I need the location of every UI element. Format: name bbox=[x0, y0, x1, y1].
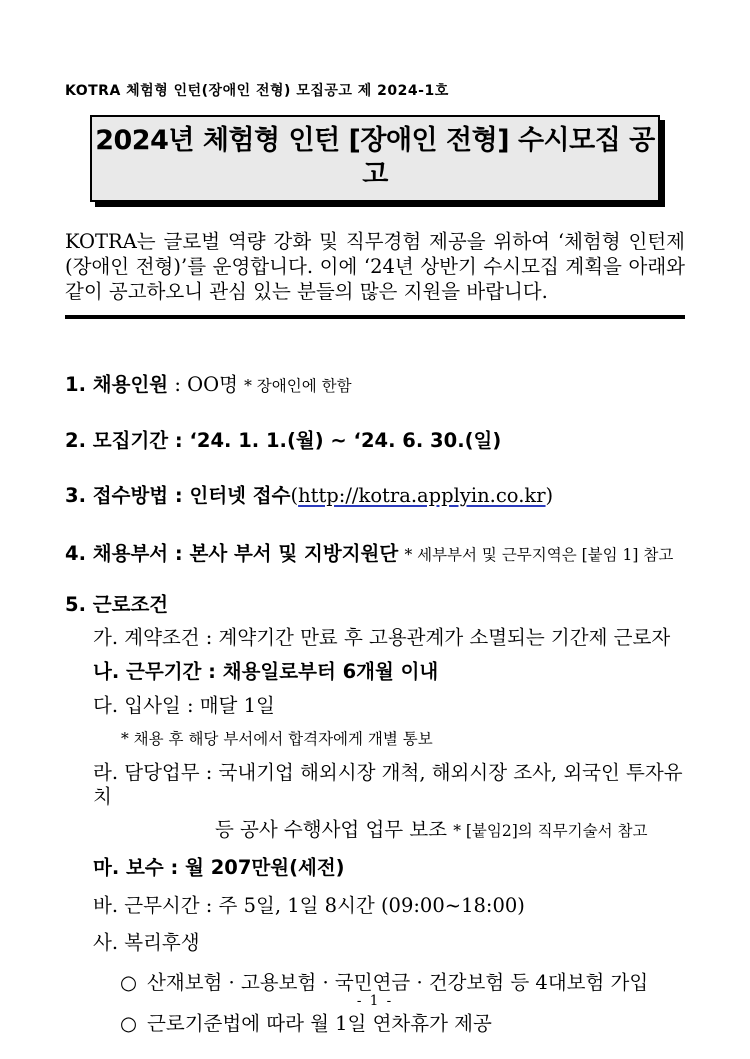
apply-url-link[interactable]: http://kotra.applyin.co.kr bbox=[298, 484, 546, 507]
sub-work-period: 나. 근무기간 : 채용일로부터 6개월 이내 bbox=[93, 660, 439, 683]
item-recruit-count-heading: 1. 채용인원 bbox=[65, 373, 169, 396]
item-recruit-count-value: OO명 bbox=[187, 373, 238, 396]
welfare-bullet-leave bbox=[65, 1012, 685, 1036]
item-apply-method-paren-close: ) bbox=[545, 484, 554, 507]
sub-duties-note: * [붙임2]의 직무기술서 참고 bbox=[453, 822, 648, 840]
doc-reference: KOTRA 체험형 인턴(장애인 전형) 모집공고 제 2024-1호 bbox=[65, 83, 449, 99]
page-number: - 1 - bbox=[356, 993, 394, 1009]
circle-bullet-icon: ○ bbox=[120, 971, 138, 994]
item-recruit-count bbox=[65, 373, 685, 398]
sub-duties-line2-text: 등 공사 수행사업 업무 보조 bbox=[215, 818, 454, 841]
item-department-note: * 세부부서 및 근무지역은 [붙임 1] 참고 bbox=[404, 546, 674, 564]
item-recruit-count-sep: : bbox=[168, 373, 188, 396]
sub-work-hours: 바. 근무시간 : 주 5일, 1일 8시간 (09:00~18:00) bbox=[93, 894, 525, 917]
sub-duties-line2 bbox=[65, 818, 685, 843]
title-box bbox=[90, 115, 660, 202]
sub-welfare: 사. 복리후생 bbox=[93, 931, 200, 954]
item-recruit-period bbox=[65, 429, 685, 453]
item-apply-method-paren-open: ( bbox=[290, 484, 299, 507]
item-recruit-period-text: 2. 모집기간 : ‘24. 1. 1.(월) ~ ‘24. 6. 30.(일) bbox=[65, 429, 502, 452]
item-apply-method bbox=[65, 484, 685, 508]
circle-bullet-icon: ○ bbox=[120, 1012, 138, 1035]
welfare-bullet-insurance-text: 산재보험 · 고용보험 · 국민연금 · 건강보험 등 4대보험 가입 bbox=[147, 971, 649, 994]
item-work-conditions bbox=[65, 593, 685, 617]
sub-start-date-note: * 채용 후 해당 부서에서 합격자에게 개별 통보 bbox=[121, 730, 433, 748]
sub-duties-line1: 라. 담당업무 : 국내기업 해외시장 개척, 해외시장 조사, 외국인 투자유치 bbox=[93, 761, 683, 808]
welfare-bullet-insurance bbox=[65, 971, 685, 995]
item-apply-method-heading: 3. 접수방법 : 인터넷 접수 bbox=[65, 484, 291, 507]
item-work-conditions-heading: 5. 근로조건 bbox=[65, 593, 169, 616]
page-title: 2024년 체험형 인턴 [장애인 전형] 수시모집 공고 bbox=[95, 125, 655, 190]
sub-contract-condition: 가. 계약조건 : 계약기간 만료 후 고용관계가 소멸되는 기간제 근로자 bbox=[93, 626, 671, 649]
welfare-bullet-leave-text: 근로기준법에 따라 월 1일 연차휴가 제공 bbox=[147, 1012, 492, 1035]
item-department-heading: 4. 채용부서 : 본사 부서 및 지방지원단 bbox=[65, 542, 399, 565]
sub-start-date: 다. 입사일 : 매달 1일 bbox=[93, 694, 275, 717]
item-recruit-count-note: * 장애인에 한함 bbox=[244, 377, 352, 395]
sub-salary: 마. 보수 : 월 207만원(세전) bbox=[93, 856, 345, 879]
section-divider bbox=[65, 315, 685, 319]
item-department bbox=[65, 542, 685, 567]
intro-paragraph: KOTRA는 글로벌 역량 강화 및 직무경험 제공을 위하여 ‘체험형 인턴제(장애인 전형)’를 운영합니다. 이에 ‘24년 상반기 수시모집 계획을 아래와 같이 공고하오니 관심 있는 분들의 많은 지원을 바랍니다. bbox=[65, 230, 685, 303]
